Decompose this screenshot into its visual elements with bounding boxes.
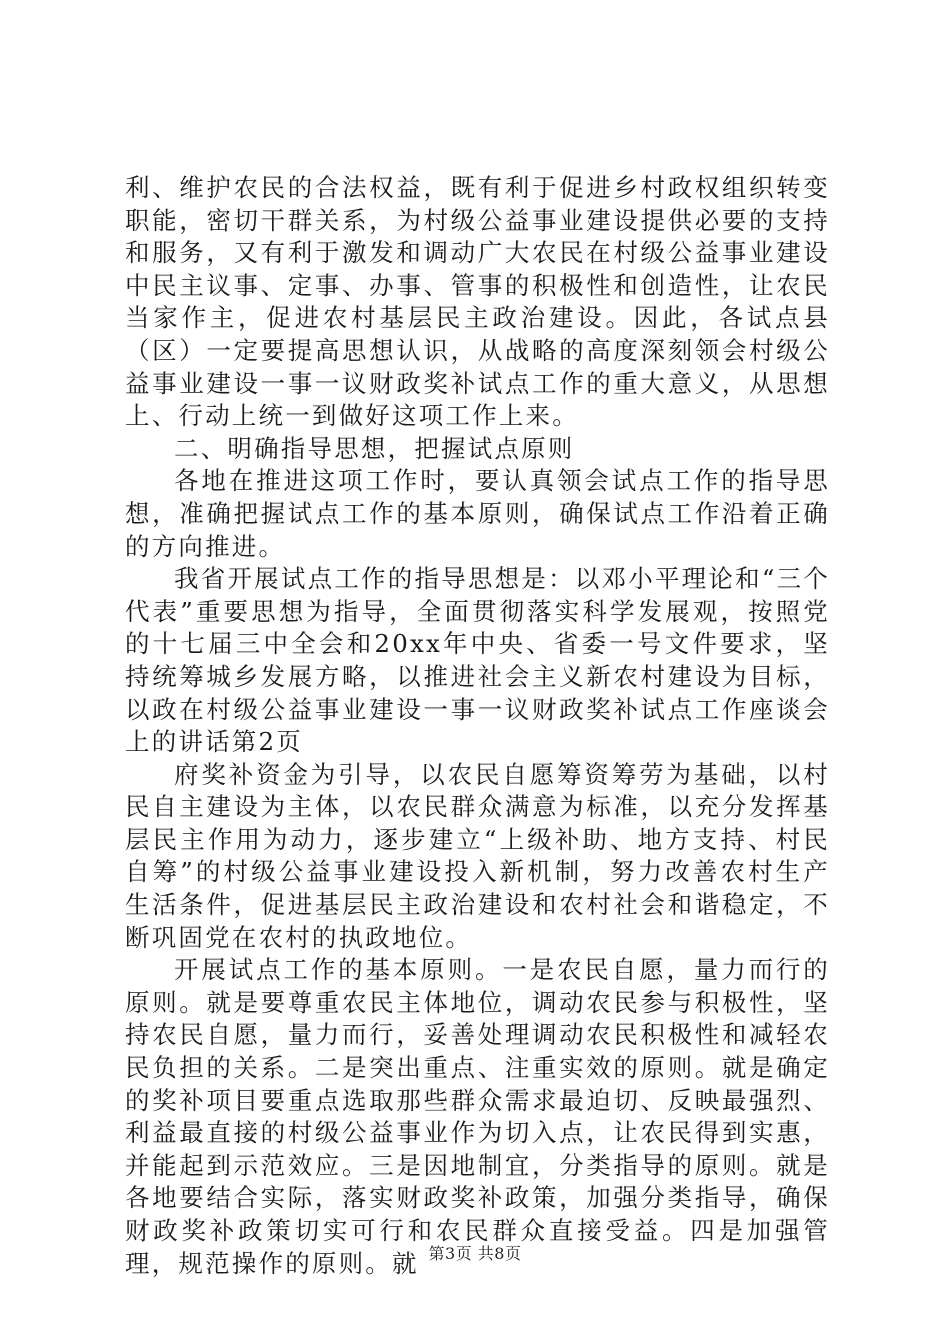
paragraph: 各地在推进这项工作时，要认真领会试点工作的指导思想，准确把握试点工作的基本原则，确保试点工作沿着正确的方向推进。 xyxy=(125,466,830,561)
paragraph: 开展试点工作的基本原则。一是农民自愿，量力而行的原则。就是要尊重农民主体地位，调动农民参与积极性，坚持农民自愿，量力而行，妥善处理调动农民积极性和减轻农民负担的关系。二是突出重点、注重实效的原则。就是确定的奖补项目要重点选取那些群众需求最迫切、反映最强烈、利益最直接的村级公益事业作为切入点，让农民得到实惠，并能起到示范效应。三是因地制宜，分类指导的原则。就是各地要结合实际，落实财政奖补政策，加强分类指导，确保财政奖补政策切实可行和农民群众直接受益。四是加强管理，规范操作的原则。就 xyxy=(125,955,830,1278)
paragraph: 府奖补资金为引导，以农民自愿筹资筹劳为基础，以村民自主建设为主体，以农民群众满意为标准，以充分发挥基层民主作用为动力，逐步建立“上级补助、地方支持、村民自筹”的村级公益事业建设投入新机制，努力改善农村生产生活条件，促进基层民主政治建设和农村社会和谐稳定，不断巩固党在农村的执政地位。 xyxy=(125,759,830,952)
section-heading: 二、明确指导思想，把握试点原则 xyxy=(174,433,575,463)
paragraph-continuation: 利、维护农民的合法权益，既有利于促进乡村政权组织转变职能，密切干群关系，为村级公益事业建设提供必要的支持和服务，又有利于激发和调动广大农民在村级公益事业建设中民主议事、定事、办事、管事的积极性和创造性，让农民当家作主，促进农村基层民主政治建设。因此，各试点县（区）一定要提高思想认识，从战略的高度深刻领会村级公益事业建设一事一议财政奖补试点工作的重大意义，从思想上、行动上统一到做好这项工作上来。 xyxy=(125,173,830,431)
document-body xyxy=(125,172,830,1280)
paragraph: 我省开展试点工作的指导思想是：以邓小平理论和“三个代表”重要思想为指导，全面贯彻落实科学发展观，按照党的十七届三中全会和20xx年中央、省委一号文件要求，坚持统筹城乡发展方略，以推进社会主义新农村建设为目标，以政在村级公益事业建设一事一议财政奖补试点工作座谈会上的讲话第2页 xyxy=(125,564,830,757)
page-number-footer: 第3页 共8页 xyxy=(428,1244,522,1263)
